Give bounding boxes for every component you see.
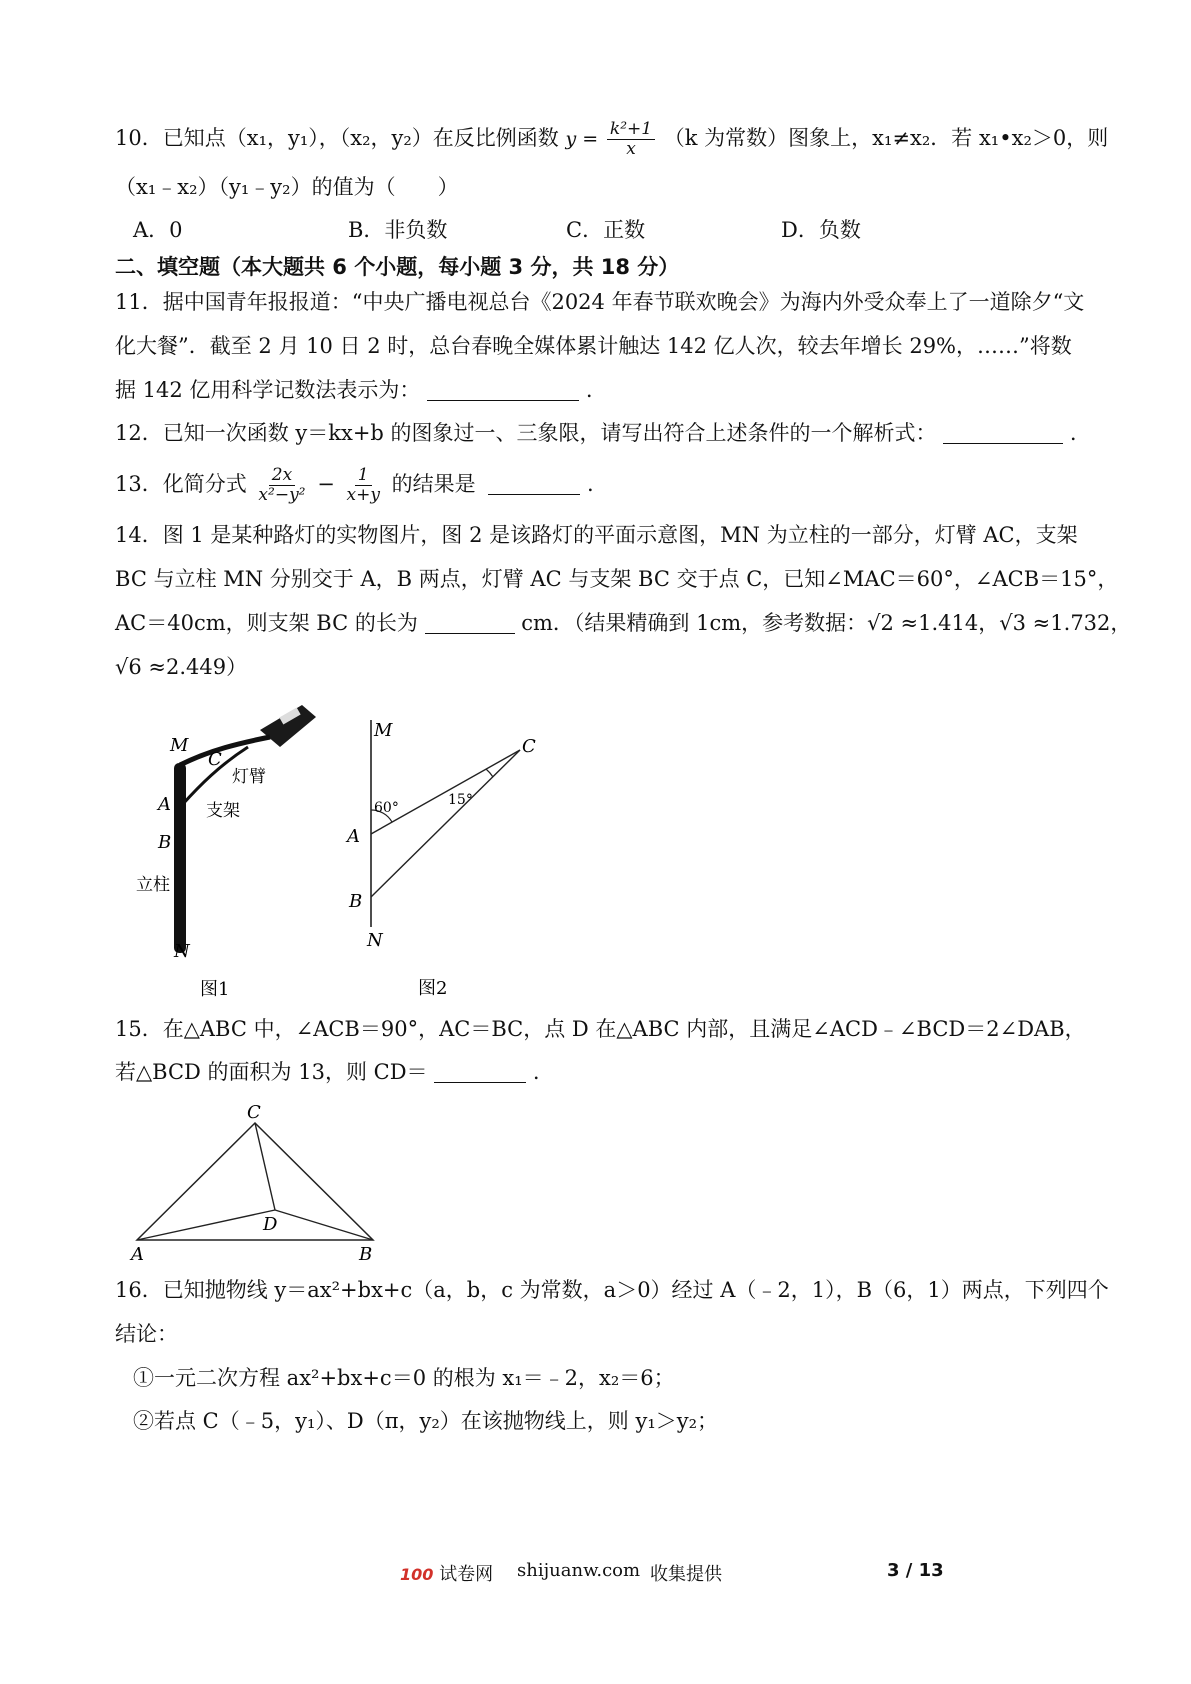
q15-line1: 15．在△ABC 中，∠ACB＝90°，AC＝BC，点 D 在△ABC 内部，且满足∠ACD﹣∠BCD＝2∠DAB， [115,1017,1086,1041]
q15-line2 [115,1057,540,1087]
fig1-label-a: A [158,794,171,815]
fig2-line-bc [371,750,520,897]
fig2-line-ac [371,750,520,834]
q13-answer-blank[interactable] [488,472,580,495]
q12-line [115,418,1077,448]
fig1-label-b: B [158,832,172,853]
q13-fraction-2 [343,466,382,505]
q15-answer-blank[interactable] [434,1060,526,1083]
q10-text-a: 10．已知点（x₁，y₁），（x₂，y₂）在反比例函数 [115,126,559,150]
q11-line1: 11．据中国青年报报道：“中央广播电视总台《2024 年春节联欢晚会》为海内外受众奉上了一道除夕“文 [115,290,1085,314]
q15-period: . [532,1060,540,1084]
footer-url[interactable]: shijuanw.com [517,1560,641,1581]
q10-y-eq: y = [565,128,599,150]
q13-f2-num: 1 [355,466,372,486]
fig1-label-m: M [170,735,189,756]
q14-line4: √6 ≈2.449） [115,655,248,679]
fig1-label-c: C [208,749,222,770]
fig2-angle-arc-15 [486,769,493,777]
footer-site-name: 试卷网 [439,1564,494,1585]
lamp-head-icon [260,705,316,747]
q10-text-b: （k 为常数）图象上，x₁≠x₂．若 x₁•x₂＞0，则 [663,126,1109,150]
lamp-arm-line [180,737,270,765]
lamp-pole [174,763,186,953]
q15-label-d: D [263,1214,278,1235]
fig2-label-b: B [349,891,363,912]
q15-label-c: C [247,1102,261,1123]
q13-minus: − [317,472,335,496]
q13-fraction-1 [255,466,308,505]
q10-line1 [115,120,1108,159]
fig1-label-n: N [174,941,190,962]
q14-figure1 [130,695,330,1005]
q13-text-a: 13．化简分式 [115,472,247,496]
q10-line2: （x₁﹣x₂）（y₁﹣y₂）的值为（ ） [115,175,459,199]
fig2-label-15: 15° [448,792,473,808]
fig2-label-m: M [374,720,393,741]
q13-f2-den: x+y [346,485,380,505]
q12-period: . [1069,421,1077,445]
q14-figure2 [340,712,580,1002]
q14-line3 [115,608,1131,638]
q16-line1: 16．已知抛物线 y＝ax²+bx+c（a，b，c 为常数，a＞0）经过 A（﹣2，1），B（6，1）两点，下列四个 [115,1278,1109,1302]
q14-text-b: cm．（结果精确到 1cm，参考数据：√2 ≈1.414，√3 ≈1.732， [521,611,1132,635]
q12-answer-blank[interactable] [943,421,1063,444]
q14-text-a: AC＝40cm，则支架 BC 的长为 [115,611,418,635]
fig2-label-c: C [522,736,536,757]
footer-brand [400,1560,493,1586]
q15-figure [125,1098,415,1273]
fig1-caption: 图1 [200,979,230,1000]
q14-answer-blank[interactable] [425,611,515,634]
fig2-caption: 图2 [418,978,448,999]
q16-line2: 结论： [115,1322,178,1346]
q13-line [115,466,594,505]
q12-text: 12．已知一次函数 y＝kx+b 的图象过一、三象限，请写出符合上述条件的一个解析式： [115,421,937,445]
section-title: 二、填空题（本大题共 6 个小题，每小题 3 分，共 18 分） [115,255,680,279]
q15-text: 若△BCD 的面积为 13，则 CD＝ [115,1060,428,1084]
q10-frac-num: k²+1 [607,120,655,140]
q10-frac-den: x [626,139,636,159]
q13-f1-den: x²−y² [258,485,306,505]
q15-label-b: B [359,1244,373,1265]
page-number: 3 / 13 [887,1560,944,1581]
fig1-label-arm: 灯臂 [232,767,266,787]
q15-label-a: A [131,1244,144,1265]
fig2-label-60: 60° [374,800,399,816]
q10-option-d: D．负数 [781,218,861,242]
q14-line1: 14．图 1 是某种路灯的实物图片，图 2 是该路灯的平面示意图，MN 为立柱的一部分，灯臂 AC，支架 [115,523,1078,547]
q14-line2: BC 与立柱 MN 分别交于 A，B 两点，灯臂 AC 与支架 BC 交于点 C，已知∠MAC＝60°，∠ACB＝15°， [115,567,1119,591]
q10-fraction [607,120,655,159]
q10-option-b: B．非负数 [348,218,448,242]
q11-text: 据 142 亿用科学记数法表示为： [115,378,421,402]
q16-conclusion-2: ②若点 C（﹣5，y₁）、D（π，y₂）在该抛物线上，则 y₁＞y₂； [133,1409,719,1433]
q15-triangle-abc [137,1123,373,1240]
fig2-label-n: N [367,930,383,951]
q10-option-c: C．正数 [566,218,646,242]
q15-line-ad [137,1210,275,1240]
footer-provider: 收集提供 [650,1564,722,1585]
q11-line3 [115,375,593,405]
q10-option-a: A．0 [133,218,183,242]
q11-line2: 化大餐”．截至 2 月 10 日 2 时，总台春晚全媒体累计触达 142 亿人次，较去年增长 29%，……”将数 [115,334,1072,358]
q15-line-cd [255,1123,275,1210]
q16-conclusion-1: ①一元二次方程 ax²+bx+c＝0 的根为 x₁＝﹣2，x₂＝6； [133,1366,675,1390]
q13-period: . [586,472,594,496]
q13-f1-num: 2x [269,466,295,486]
fig2-label-a: A [347,826,360,847]
q11-period: . [585,378,593,402]
fig1-label-pole: 立柱 [136,875,170,895]
q13-text-b: 的结果是 [391,472,476,496]
q11-answer-blank[interactable] [427,378,579,401]
fig1-label-bracket: 支架 [206,801,240,821]
site-logo-icon: 100 [400,1565,434,1584]
